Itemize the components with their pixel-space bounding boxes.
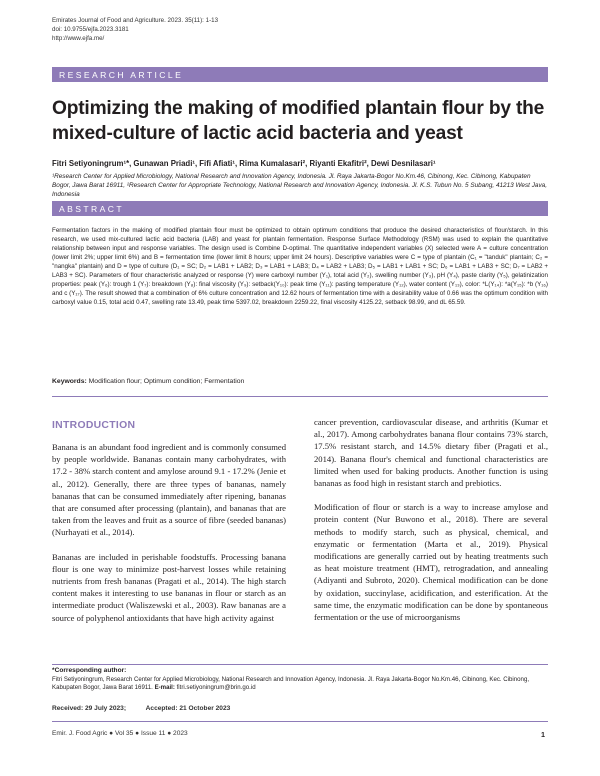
journal-url[interactable]: http://www.ejfa.me/ — [52, 35, 105, 42]
received-date: Received: 29 July 2023; — [52, 705, 127, 712]
keywords — [52, 378, 548, 385]
accepted-date: Accepted: 21 October 2023 — [145, 705, 231, 712]
paragraph: Bananas are included in perishable foodstuffs. Processing banana flour is one way to minimize post-harvest losses while retaining nutrients from fresh bananas (Pragati et al., 2014). The high starch content makes it interesting to use bananas in flour or starch as an intermediate product (Waliszewski et al., 2003). Raw bananas are a source of polyphenol antioxidants that have high activity against — [52, 551, 286, 623]
introduction-heading: INTRODUCTION — [52, 420, 136, 431]
corresponding-author-note — [52, 667, 548, 695]
doi-line[interactable]: doi: 10.9755/ejfa.2023.3181 — [52, 26, 129, 33]
author-list: Fitri Setiyoningrum¹*, Gunawan Priadi¹, Fifi Afiati¹, Rima Kumalasari², Riyanti Ekafitri², Dewi Desnilasari¹ — [52, 159, 436, 168]
section-label-bar: RESEARCH ARTICLE — [52, 67, 548, 82]
divider-rule — [52, 396, 548, 397]
article-dates — [52, 705, 248, 712]
right-column — [314, 416, 548, 635]
corresponding-author-text: Fitri Setiyoningrum, Research Center for Applied Microbiology, National Research and Innovation Agency, Indonesia. Jl. Raya Jakarta-Bogor No.Km.46, Cibinong, Kec. Cibinong, Kabupaten Bogor, Jawa Barat 16911. — [52, 675, 530, 692]
footer-rule — [52, 721, 548, 722]
email-address[interactable]: fitri.setiyoningrum@brin.go.id — [176, 684, 256, 692]
affiliations: ¹Research Center for Applied Microbiology, National Research and Innovation Agency, Indonesia. Jl. Raya Jakarta-Bogor No.Km.46, Cibinong, Kec. Cibinong, Kabupaten Bogor, Jawa Barat 16911, ²Research Center for Appropriate Technology, National Research and Innovation Agency, Indonesia. Jl. K.S. Tubun No. 5 Subang, 41213 West Java, Indonesia — [52, 173, 547, 198]
paragraph: cancer prevention, cardiovascular disease, and arthritis (Kumar et al., 2017). Among carbohydrates banana flour contains 73% starch, 17.5% resistant starch, and 14.5% dietary fiber (Pragati et al., 2014). Banana flour's chemical and functional characteristics are limited when used for baking products. Another function is using bananas as food high in resistant starch and prebiotics. — [314, 417, 548, 489]
keywords-label: Keywords: — [52, 378, 87, 385]
journal-citation: Emirates Journal of Food and Agriculture. 2023. 35(11): 1-13 — [52, 17, 219, 24]
paragraph: Banana is an abundant food ingredient and is commonly consumed by people worldwide. Bananas contain many carbohydrates, with 17.2 - 38% starch content and amylose around 9.1 - 17.2% (Jenie et al., 2012). Generally, there are three types of bananas, namely bananas that can be consumed immediately after ripening, bananas that are consumed after processing (plantain), and bananas that are taken from the leaves and fruit as a source of fibre (seeded bananas) (Nurhayati et al., 2014). — [52, 442, 286, 538]
left-column — [52, 441, 286, 636]
footer-citation: Emir. J. Food Agric ● Vol 35 ● Issue 11 ● 2023 — [52, 730, 188, 737]
footnote-rule — [52, 664, 548, 665]
paragraph: Modification of flour or starch is a way to increase amylose and protein content (Nur Buwono et al., 2018). There are several methods to modify starch, such as physical, chemical, and enzymatic or fermentation (Marta et al., 2019). Physical modifications are generally carried out by heating treatments such as heat moisture treatment (HMT), retrogradation, and annealing (Adiyanti and Subroto, 2020). Chemical modification can be done by oxidation, succinylase, acidification, and esterification. At the same time, the enzymatic modification can be done by spontaneous fermentation or the use of microorganisms — [314, 502, 548, 623]
corresponding-author-label: *Corresponding author: — [52, 667, 127, 674]
email-label: E-mail: — [154, 684, 175, 692]
keywords-list: Modification flour; Optimum condition; Fermentation — [88, 378, 245, 385]
page-number: 1 — [541, 730, 545, 739]
abstract-label-bar: ABSTRACT — [52, 201, 548, 216]
page-title: Optimizing the making of modified plantain flour by the mixed-culture of lactic acid bacteria and yeast — [52, 98, 545, 144]
abstract-text: Fermentation factors in the making of modified plantain flour must be optimized to obtain optimum conditions that produce the desired characteristics of flour/starch. In this research, we used mix-cultured lactic acid bacteria (LAB) and yeast for plantain fermentation. Response Surface Methodology (RSM) was used to explain the quantitative relationship between input and response variables. The design used is Combine D-optimal. The quantitative independent variables (X) selected were A = culture concentration (lower limit 2%; upper limit 6%) and B = fermentation time (lower limit 8 hours; upper limit 24 hours). Descriptive variables were C = type of plantain (C₁ = "tanduk" plantain; C₂ = "nangka" plantain) and D = type of culture (D₁ = SC; D₂ = LAB1 + LAB2; D₃ = LAB1 + LAB3; D₄ = LAB2 + LAB3; D₅ = LAB1 + LAB1 + SC; D₆ = LAB1 + LAB3 + SC; D₇ = LAB2 + LAB3 + SC). Parameters of flour characteristic analyzed or response (Y) were carboxyl number (Y₁), total acid (Y₂), swelling number (Y₃), pH (Y₄), paste clarity (Y₅), gelatinization properties: peak (Y₆): trough 1 (Y₇): breakdown (Y₈): final viscosity (Y₉): setback(Y₁₀): peak time (Y₁₁): pasting temperature (Y₁₂), water content (Y₁₃), color: *L(Y₁₄): *a(Y₁₅): *b (Y₁₆) and c (Y₁₇). The result showed that a combination of 6% culture concentration and 12.62 hours of fermentation time with a desirability value of 0.66 was the optimum condition with carboxyl value 0.15, total acid 0.47, swelling rate 13.49, peak time 5397.02, breakdown 2259.22, final viscosity 4125.22, setback 98.99, and dL 65.59. — [52, 227, 548, 307]
